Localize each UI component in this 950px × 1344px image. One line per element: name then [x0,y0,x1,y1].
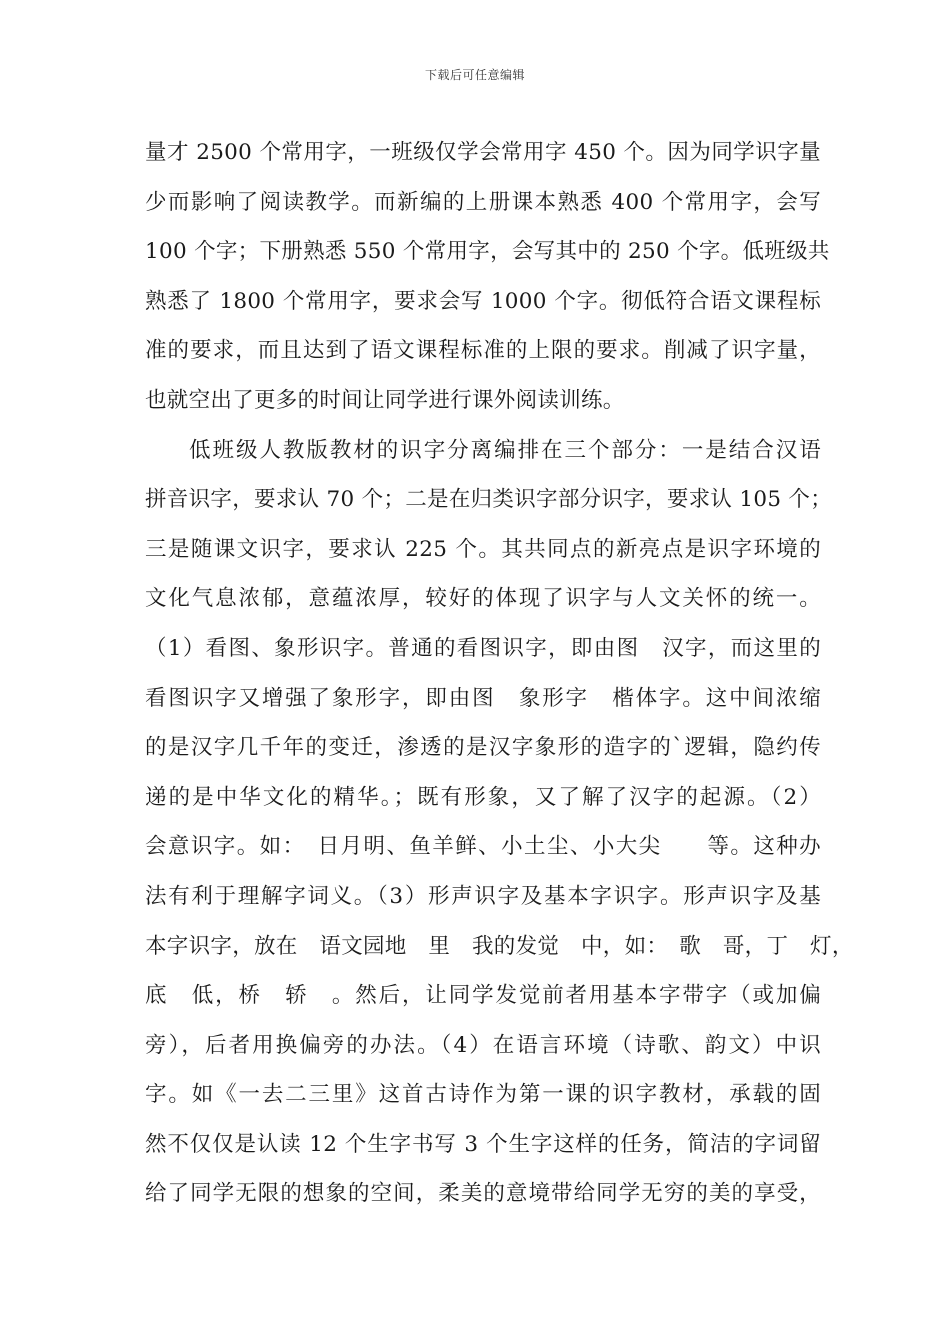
text-line: 的是汉字几千年的变迁，渗透的是汉字象形的造字的`逻辑，隐约传 [145,735,821,761]
text-line: 少而影响了阅读教学。而新编的上册课本熟悉 400 个常用字，会写 [145,189,821,215]
text-line: 量才 2500 个常用字，一班级仅学会常用字 450 个。因为同学识字量 [145,140,821,165]
text-line: 旁），后者用换偏旁的办法。（4）在语言环境（诗歌、韵文）中识 [145,1032,821,1058]
text-line: 底 低，桥 轿 。然后，让同学发觉前者用基本字带字（或加偏 [145,983,821,1009]
text-line: 然不仅仅是认读 12 个生字书写 3 个生字这样的任务，简洁的字词留 [145,1131,821,1157]
text-line: 文化气息浓郁，意蕴浓厚，较好的体现了识字与人文关怀的统一。 [145,586,821,612]
text-line: 拼音识字，要求认 70 个；二是在归类识字部分识字，要求认 105 个； [145,487,833,513]
text-line: 熟悉了 1800 个常用字，要求会写 1000 个字。彻低符合语文课程标 [145,288,821,314]
text-line: 会意识字。如： 日月明、鱼羊鲜、小土尘、小大尖 等。这种办 [145,834,821,860]
page-header: 下载后可任意编辑 [424,68,525,82]
paragraph-start-line: 低班级人教版教材的识字分离编排在三个部分：一是结合汉语 [189,437,821,463]
text-line: 看图识字又增强了象形字，即由图 象形字 楷体字。这中间浓缩 [145,685,821,711]
text-line: 法有利于理解字词义。（3）形声识字及基本字识字。形声识字及基 [145,883,821,909]
text-line: 也就空出了更多的时间让同学进行课外阅读训练。 [145,387,625,413]
text-line: 100 个字；下册熟悉 550 个常用字，会写其中的 250 个字。低班级共 [145,239,830,265]
text-line: （1）看图、象形识字。普通的看图识字，即由图 汉字，而这里的 [145,635,821,661]
text-line: 准的要求，而且达到了语文课程标准的上限的要求。削减了识字量， [145,338,821,364]
text-line: 本字识字，放在 语文园地 里 我的发觉 中，如： 歌 哥，丁 灯， [145,933,854,959]
text-line: 递的是中华文化的精华。；既有形象，又了解了汉字的起源。（2） [145,784,821,810]
text-line: 三是随课文识字，要求认 225 个。其共同点的新亮点是识字环境的 [145,536,821,562]
text-line: 字。如《一去二三里》这首古诗作为第一课的识字教材，承载的固 [145,1082,821,1108]
document-body [145,128,854,1219]
text-line: 给了同学无限的想象的空间，柔美的意境带给同学无穷的美的享受， [145,1181,821,1207]
